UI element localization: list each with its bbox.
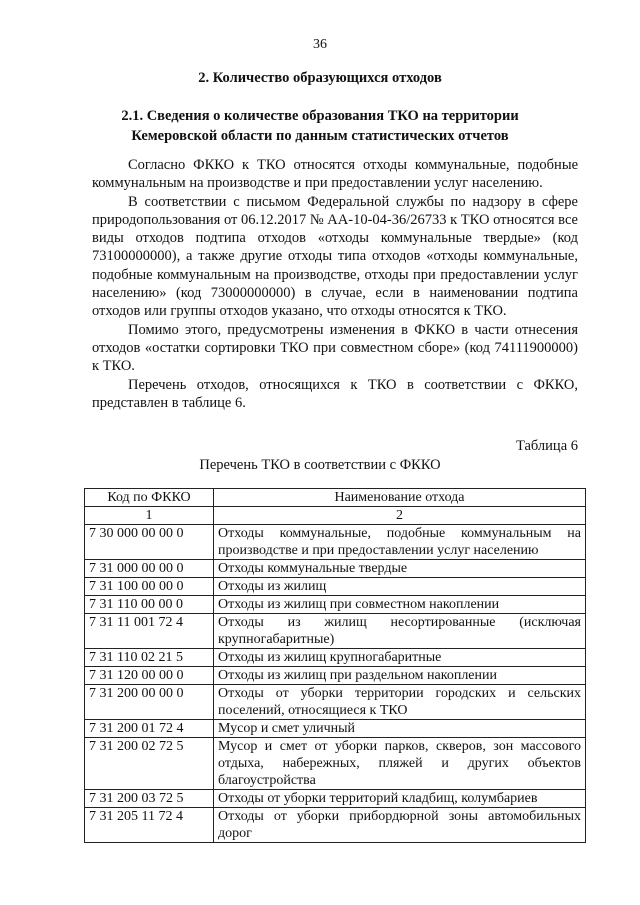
table-row: [85, 790, 586, 808]
table-row: [85, 667, 586, 685]
paragraph: Перечень отходов, относящихся к ТКО в соответствии с ФККО, представлен в таблице 6.: [92, 376, 578, 411]
waste-name: Отходы из жилищ при совместном накоплении: [214, 596, 586, 614]
waste-name: Отходы от уборки прибордюрной зоны автомобильных дорог: [214, 808, 586, 843]
subsection-title-line-2: Кемеровской области по данным статистических отчетов: [131, 128, 509, 144]
column-number: 1: [85, 507, 214, 525]
waste-code: 7 31 100 00 00 0: [85, 578, 214, 596]
table-caption: Перечень ТКО в соответствии с ФККО: [199, 457, 441, 473]
waste-name: Мусор и смет от уборки парков, скверов, зон массового отдыха, набережных, пляжей и других объектов благоустройства: [214, 738, 586, 790]
waste-code: 7 31 200 03 72 5: [85, 790, 214, 808]
table-row: [85, 808, 586, 843]
paragraph: В соответствии с письмом Федеральной службы по надзору в сфере природопользования от 06.12.2017 № АА-10-04-36/26733 к ТКО относятся все виды отходов подтипа отходов «отходы коммунальные твердые» (код 73100000000), а также другие отходы типа отходов «отходы коммунальные, подобные коммунальным на производстве, отходы при предоставлении услуг населению» (код 73000000000) в случае, если в наименовании подтипа отходов или группы отходов указано, что отходы относятся к ТКО.: [92, 193, 578, 320]
table-row: [85, 649, 586, 667]
waste-code: 7 30 000 00 00 0: [85, 525, 214, 560]
waste-table: [84, 488, 586, 843]
table-row: [85, 560, 586, 578]
column-number: 2: [214, 507, 586, 525]
waste-code: 7 31 200 00 00 0: [85, 685, 214, 720]
paragraph: Согласно ФККО к ТКО относятся отходы коммунальные, подобные коммунальным на производстве и при предоставлении услуг населению.: [92, 157, 578, 192]
waste-name: Отходы из жилищ несортированные (исключая крупногабаритные): [214, 614, 586, 649]
waste-code: 7 31 110 02 21 5: [85, 649, 214, 667]
table-row: [85, 596, 586, 614]
waste-code: 7 31 11 001 72 4: [85, 614, 214, 649]
waste-code: 7 31 200 02 72 5: [85, 738, 214, 790]
column-number-row: [85, 507, 586, 525]
table-label: Таблица 6: [515, 438, 578, 454]
body-text: [92, 156, 578, 412]
table-row: [85, 738, 586, 790]
table-header-row: [85, 489, 586, 507]
paragraph: Помимо этого, предусмотрены изменения в ФККО в части отнесения отходов «остатки сортировки ТКО при совместном сборе» (код 74111900000) к ТКО.: [92, 321, 578, 375]
waste-code: 7 31 120 00 00 0: [85, 667, 214, 685]
header-name: Наименование отхода: [214, 489, 586, 507]
table-row: [85, 720, 586, 738]
waste-name: Отходы из жилищ крупногабаритные: [214, 649, 586, 667]
table-row: [85, 525, 586, 560]
waste-name: Отходы из жилищ при раздельном накоплении: [214, 667, 586, 685]
header-code: Код по ФККО: [85, 489, 214, 507]
waste-code: 7 31 110 00 00 0: [85, 596, 214, 614]
page-number: 36: [313, 37, 327, 52]
waste-name: Отходы коммунальные твердые: [214, 560, 586, 578]
section-title: 2. Количество образующихся отходов: [198, 70, 442, 86]
subsection-title-line-1: 2.1. Сведения о количестве образования ТКО на территории: [121, 108, 519, 124]
table-row: [85, 614, 586, 649]
waste-name: Отходы из жилищ: [214, 578, 586, 596]
waste-name: Отходы от уборки территорий кладбищ, колумбариев: [214, 790, 586, 808]
table-row: [85, 578, 586, 596]
waste-name: Отходы от уборки территории городских и сельских поселений, относящиеся к ТКО: [214, 685, 586, 720]
waste-code: 7 31 200 01 72 4: [85, 720, 214, 738]
waste-name: Отходы коммунальные, подобные коммунальным на производстве и при предоставлении услуг населению: [214, 525, 586, 560]
waste-code: 7 31 000 00 00 0: [85, 560, 214, 578]
subsection-title: [0, 106, 640, 146]
waste-code: 7 31 205 11 72 4: [85, 808, 214, 843]
waste-name: Мусор и смет уличный: [214, 720, 586, 738]
table-row: [85, 685, 586, 720]
